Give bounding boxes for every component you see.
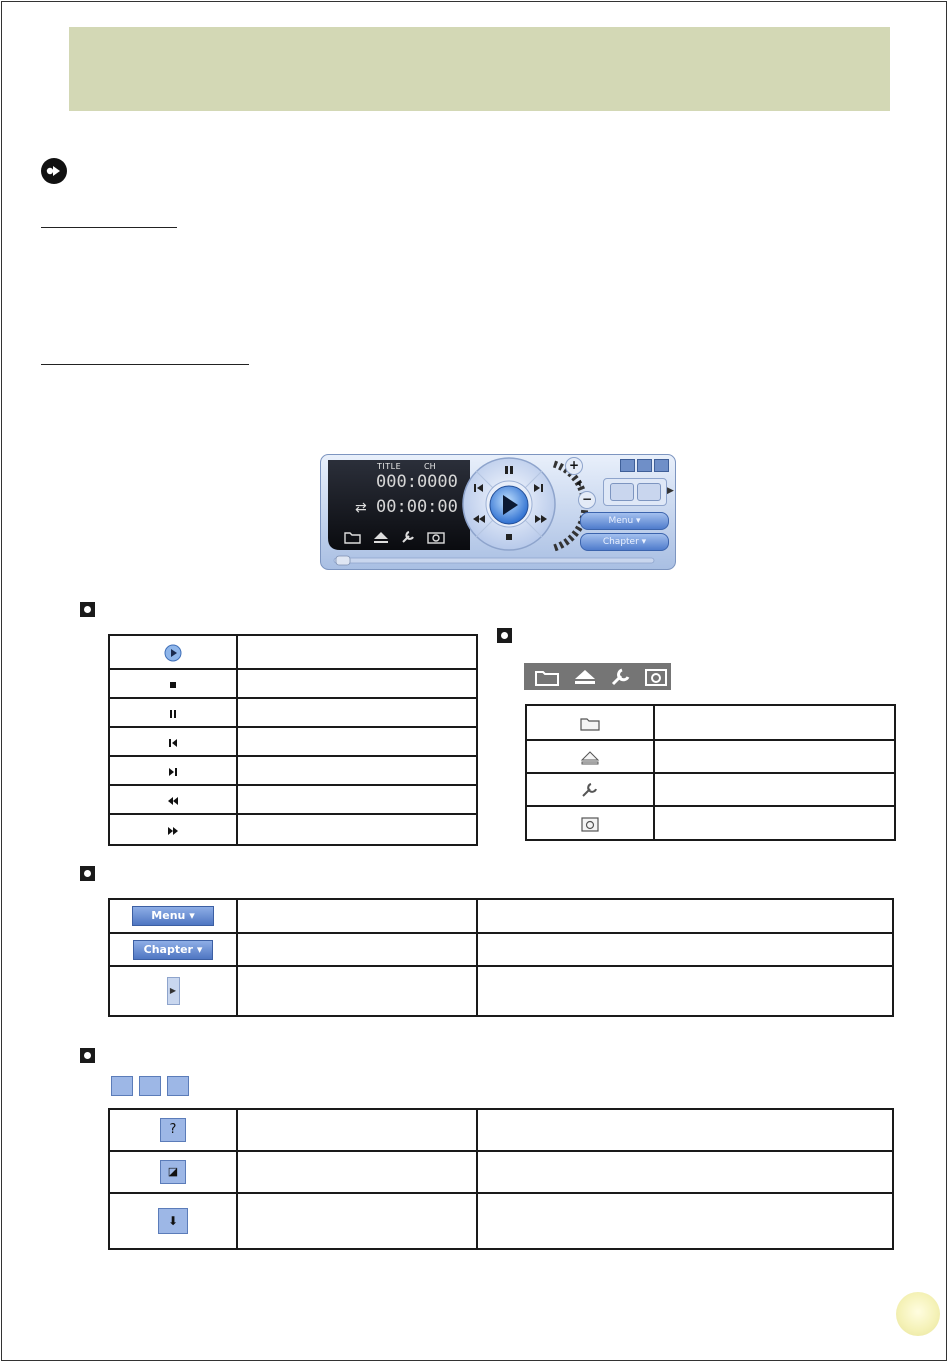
table-cell-text <box>477 1151 893 1193</box>
chapter-dropdown-button: Chapter ▾ <box>133 940 213 960</box>
table-cell-text <box>477 966 893 1016</box>
navigation-buttons-table <box>108 898 894 1017</box>
wrench-icon <box>609 667 633 687</box>
minimize-icon: ◪ <box>160 1160 186 1184</box>
window-controls-table <box>108 1108 894 1250</box>
eject-icon <box>573 668 597 686</box>
pause-icon <box>168 709 178 719</box>
table-cell-text <box>237 966 477 1016</box>
speaker-icon: 🔈︎ <box>577 476 585 490</box>
table-cell-text <box>237 933 477 966</box>
minimize-icon <box>139 1076 161 1096</box>
table-cell-icon <box>109 727 237 756</box>
table-cell-text <box>477 1109 893 1151</box>
table-cell-text <box>477 933 893 966</box>
close-icon: ⬇ <box>158 1208 188 1234</box>
table-cell-text <box>654 806 895 840</box>
heading-underline <box>41 364 249 365</box>
stop-button[interactable] <box>504 532 514 542</box>
camera-icon[interactable] <box>427 530 445 544</box>
next-icon <box>168 767 178 777</box>
pause-button[interactable] <box>503 464 515 476</box>
previous-icon <box>168 738 178 748</box>
close-icon[interactable] <box>654 459 669 472</box>
table-cell-icon <box>526 705 654 740</box>
expand-arrow-icon[interactable]: ▶ <box>667 486 674 496</box>
table-cell-text <box>654 740 895 773</box>
player-display-time: 00:00:00 <box>376 497 458 517</box>
help-icon: ? <box>160 1118 186 1142</box>
table-cell-text <box>654 705 895 740</box>
section-bullet <box>497 628 512 643</box>
table-cell-text <box>237 756 477 785</box>
table-cell-icon <box>109 698 237 727</box>
minimize-icon[interactable] <box>637 459 652 472</box>
note-arrow-icon <box>40 157 68 185</box>
table-cell-text <box>237 1109 477 1151</box>
table-cell-icon <box>526 806 654 840</box>
table-cell-text <box>237 635 477 669</box>
table-cell-text <box>237 785 477 814</box>
menu-button[interactable]: Menu ▾ <box>580 512 669 530</box>
next-button[interactable] <box>533 482 545 494</box>
table-cell-icon <box>526 773 654 806</box>
volume-up-button[interactable]: + <box>565 457 583 475</box>
audio-icon[interactable] <box>610 483 634 501</box>
eject-icon[interactable] <box>373 530 389 544</box>
table-cell-text <box>237 1151 477 1193</box>
open-folder-icon[interactable] <box>344 530 362 544</box>
table-cell-icon <box>109 756 237 785</box>
chapter-dropdown-label: Chapter <box>143 942 193 956</box>
play-button[interactable] <box>487 483 531 527</box>
table-cell-icon <box>109 785 237 814</box>
table-cell-icon <box>109 814 237 845</box>
menu-dropdown-button: Menu ▾ <box>132 906 214 926</box>
table-cell-icon <box>109 1193 237 1249</box>
page-number-badge <box>896 1292 940 1336</box>
eject-icon <box>580 750 600 766</box>
table-cell-text <box>237 669 477 698</box>
section-bullet <box>80 1048 95 1063</box>
fast-forward-icon <box>167 826 179 836</box>
wrench-icon <box>580 781 600 799</box>
table-cell-text <box>654 773 895 806</box>
table-cell-icon <box>109 933 237 966</box>
chapter-button-label: Chapter <box>602 537 639 547</box>
section-bullet <box>80 602 95 617</box>
previous-button[interactable] <box>472 482 484 494</box>
play-icon <box>164 644 182 662</box>
camera-icon <box>580 815 600 833</box>
volume-down-button[interactable]: − <box>578 491 596 509</box>
playback-controls-table <box>108 634 478 846</box>
table-cell-icon <box>109 1109 237 1151</box>
file-toolbar-strip <box>524 663 671 690</box>
table-cell-text <box>237 899 477 933</box>
table-cell-text <box>237 814 477 845</box>
table-cell-icon <box>526 740 654 773</box>
fast-forward-button[interactable] <box>534 513 548 525</box>
heading-underline <box>41 227 177 228</box>
chapter-button[interactable]: Chapter ▾ <box>580 533 669 551</box>
wrench-icon[interactable] <box>400 530 416 544</box>
player-display-title-label: TITLE <box>377 462 402 471</box>
table-cell-icon <box>109 635 237 669</box>
camera-icon <box>644 667 668 687</box>
window-controls-strip <box>111 1076 189 1096</box>
subtitle-icon[interactable] <box>637 483 661 501</box>
menu-button-label: Menu <box>608 516 634 526</box>
help-icon[interactable] <box>620 459 635 472</box>
open-folder-icon <box>534 668 560 686</box>
table-cell-icon <box>109 1151 237 1193</box>
table-cell-icon <box>109 669 237 698</box>
help-icon <box>111 1076 133 1096</box>
menu-dropdown-label: Menu <box>151 909 186 923</box>
table-cell-text <box>237 698 477 727</box>
expand-arrow-icon: ▶ <box>167 977 180 1005</box>
player-display-chapter-label: CH <box>424 462 436 471</box>
rewind-button[interactable] <box>472 513 486 525</box>
stop-icon <box>168 680 178 690</box>
repeat-icon[interactable]: ⇄ <box>355 500 367 516</box>
table-cell-text <box>477 899 893 933</box>
header-band <box>69 27 890 111</box>
open-folder-icon <box>579 716 601 732</box>
table-cell-text <box>237 1193 477 1249</box>
player-display-title-chapter: 000:0000 <box>376 472 458 492</box>
table-cell-icon <box>109 899 237 933</box>
rewind-icon <box>167 796 179 806</box>
table-cell-icon <box>109 966 237 1016</box>
file-controls-table <box>525 704 896 841</box>
section-bullet <box>80 866 95 881</box>
table-cell-text <box>477 1193 893 1249</box>
table-cell-text <box>237 727 477 756</box>
close-icon <box>167 1076 189 1096</box>
